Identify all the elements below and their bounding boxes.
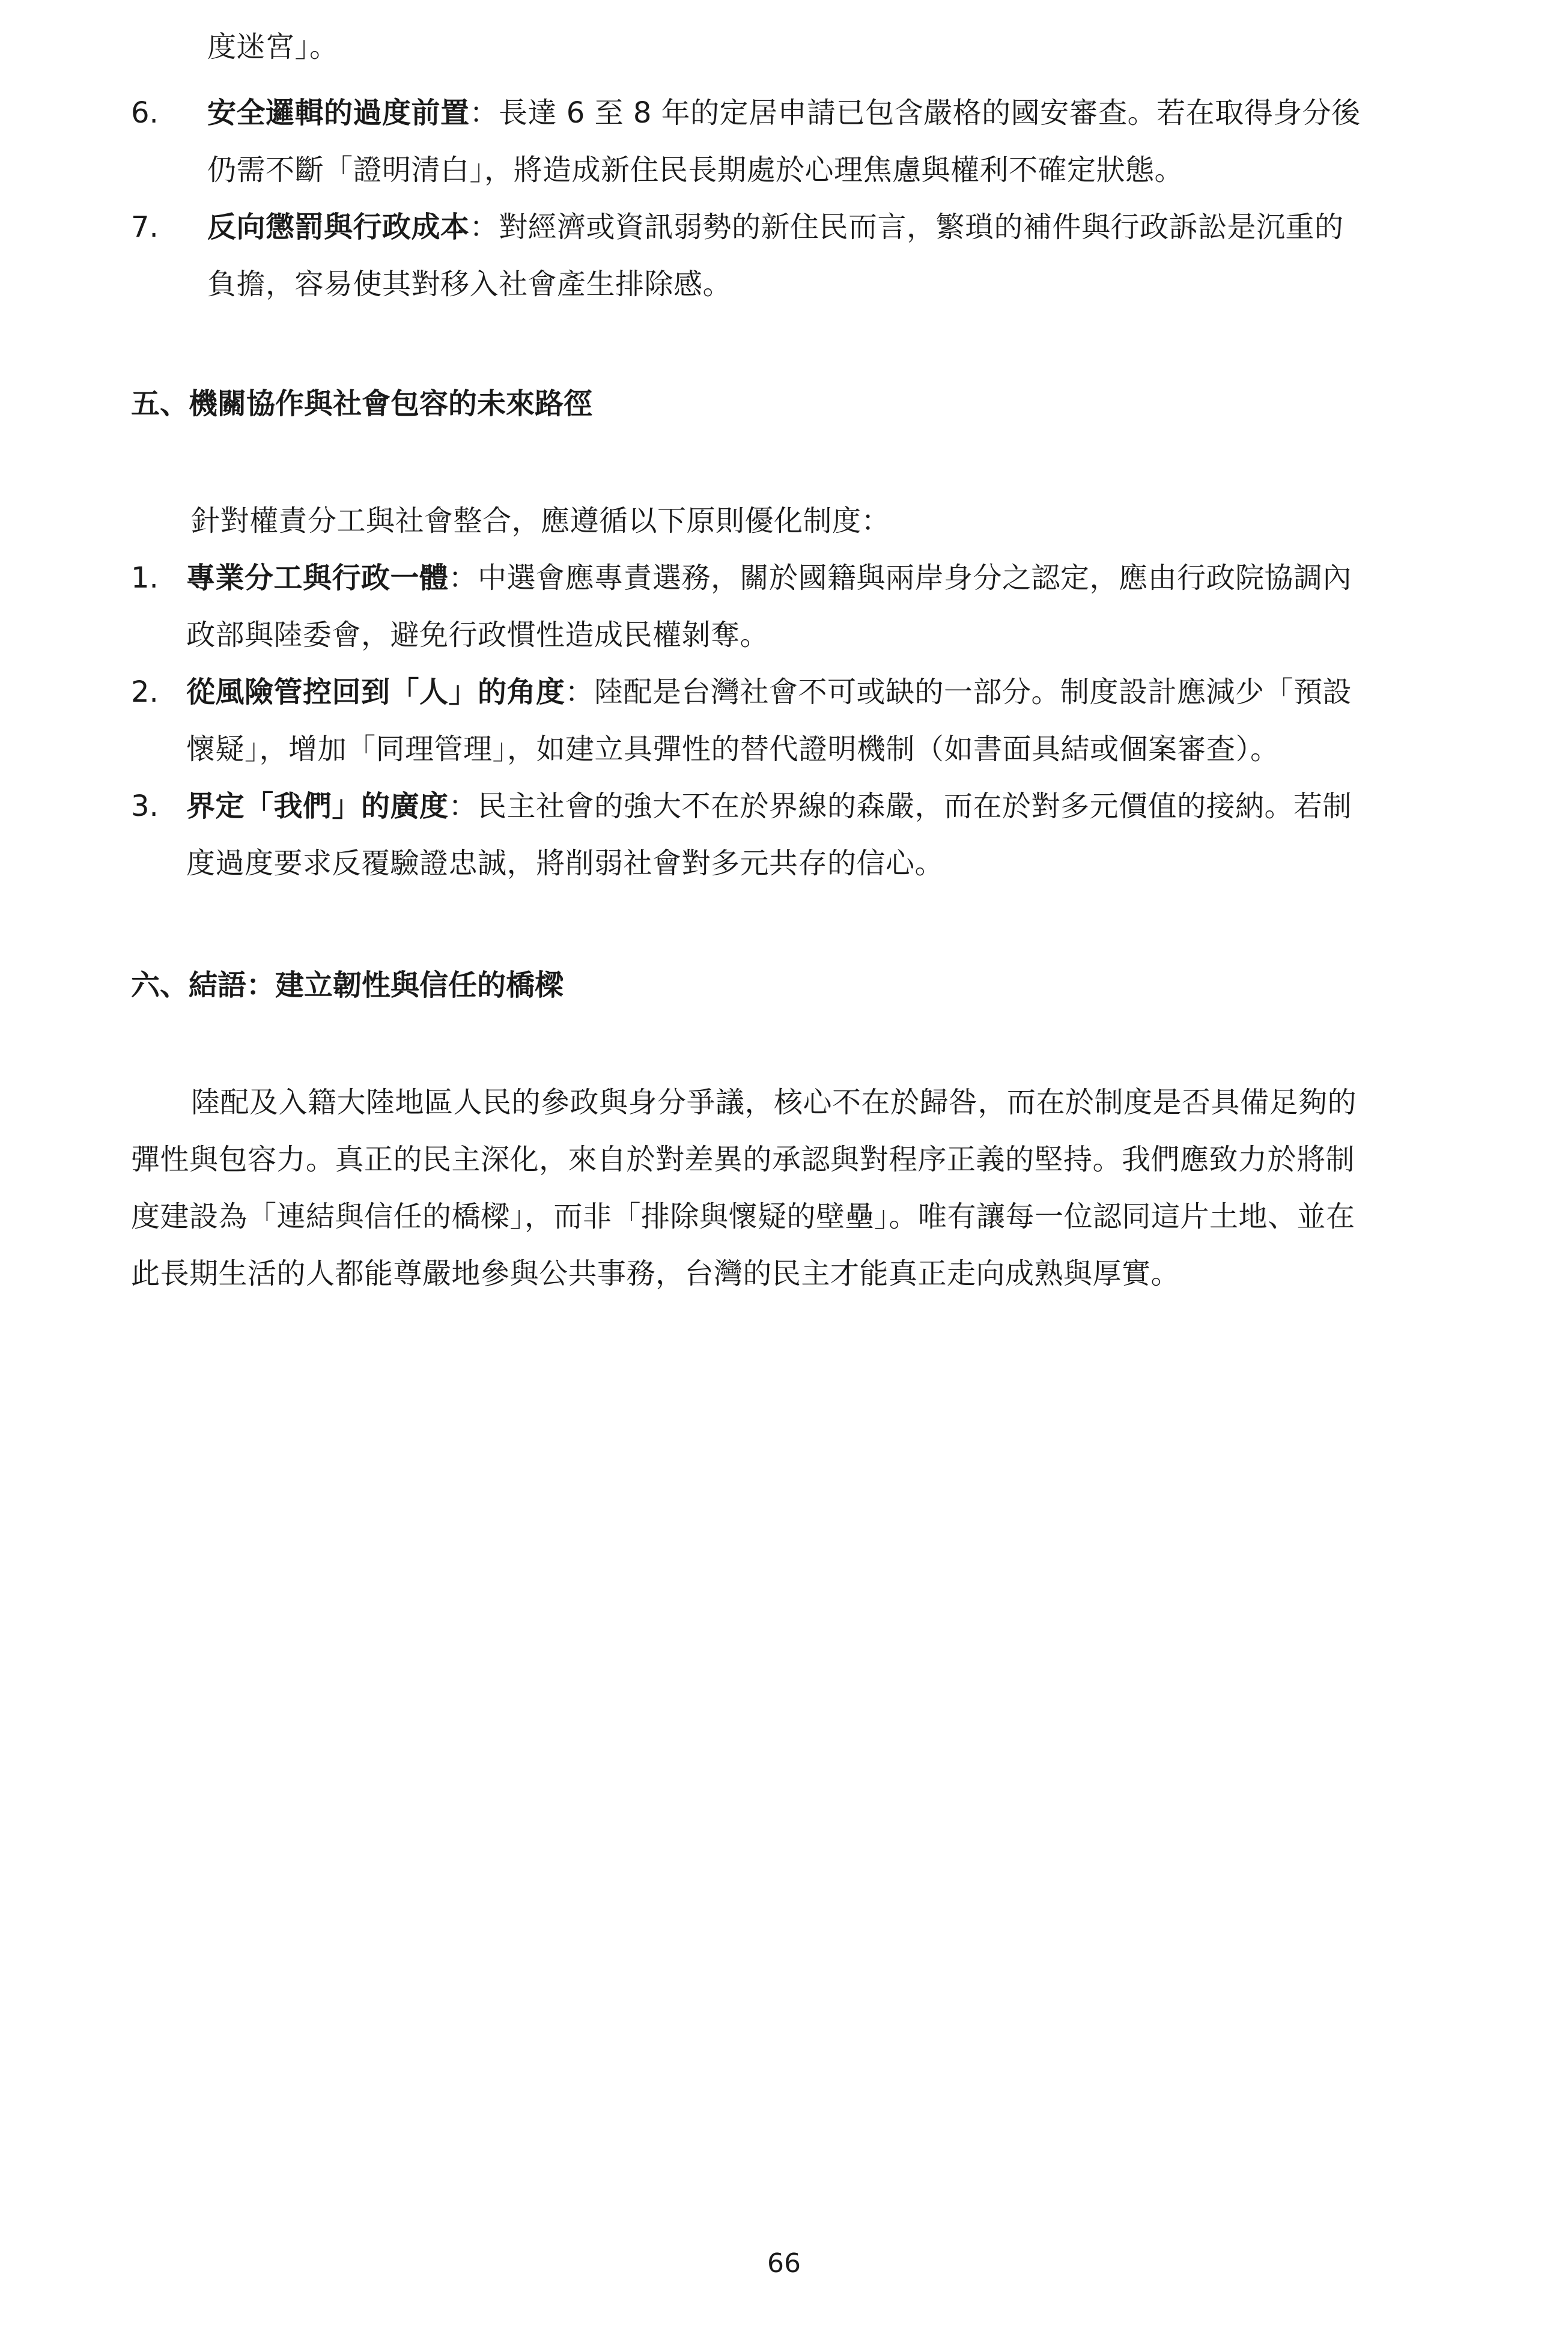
continued-text: 度迷宮」。 xyxy=(207,30,339,64)
list-item-continuation: 仍需不斷「證明清白」，將造成新住民長期處於心理焦慮與權利不確定狀態。 xyxy=(207,153,1184,187)
list-item-line xyxy=(186,788,1352,824)
paragraph-line: 陸配及入籍大陸地區人民的參政與身分爭議，核心不在於歸咎，而在於制度是否具備足夠的 xyxy=(191,1086,1357,1119)
list-item-title: 反向懲罰與行政成本 xyxy=(207,210,470,244)
paragraph-line: 此長期生活的人都能尊嚴地參與公共事務，台灣的民主才能真正走向成熟與厚實。 xyxy=(131,1257,1181,1290)
list-item-continuation: 度過度要求反覆驗證忠誠，將削弱社會對多元共存的信心。 xyxy=(186,846,944,880)
paragraph-line: 度建設為「連結與信任的橋樑」，而非「排除與懷疑的壁壘」。唯有讓每一位認同這片土地、並在 xyxy=(131,1200,1355,1233)
section-heading: 六、結語：建立韌性與信任的橋樑 xyxy=(131,968,564,1002)
paragraph-line: 彈性與包容力。真正的民主深化，來自於對差異的承認與對程序正義的堅持。我們應致力於將制 xyxy=(131,1143,1355,1176)
list-item-title: 界定「我們」的廣度 xyxy=(186,789,449,823)
list-number: 2. xyxy=(131,675,159,709)
list-item-text: ：民主社會的強大不在於界線的森嚴，而在於對多元價值的接納。若制 xyxy=(448,789,1352,823)
section-heading: 五、機關協作與社會包容的未來路徑 xyxy=(131,387,593,421)
list-item-continuation: 負擔，容易使其對移入社會產生排除感。 xyxy=(207,267,732,301)
list-number: 7. xyxy=(131,210,159,244)
section-intro: 針對權責分工與社會整合，應遵循以下原則優化制度： xyxy=(191,504,891,538)
list-item-continuation: 懷疑」，增加「同理管理」，如建立具彈性的替代證明機制（如書面具結或個案審查）。 xyxy=(186,732,1280,766)
list-item-text: ：長達 6 至 8 年的定居申請已包含嚴格的國安審查。若在取得身分後 xyxy=(469,96,1361,130)
list-item-continuation: 政部與陸委會，避免行政慣性造成民權剝奪。 xyxy=(186,618,770,652)
list-number: 3. xyxy=(131,789,159,823)
list-number: 6. xyxy=(131,96,159,130)
list-item-line xyxy=(207,209,1344,245)
list-item-line xyxy=(186,560,1352,596)
list-number: 1. xyxy=(131,561,159,595)
list-item-text: ：陸配是台灣社會不可或缺的一部分。制度設計應減少「預設 xyxy=(565,675,1352,709)
list-item-text: ：對經濟或資訊弱勢的新住民而言，繁瑣的補件與行政訴訟是沉重的 xyxy=(469,210,1344,244)
page-number: 66 xyxy=(767,2248,801,2279)
list-item-title: 專業分工與行政一體 xyxy=(186,561,449,595)
list-item-title: 安全邏輯的過度前置 xyxy=(207,96,470,130)
list-item-line xyxy=(186,674,1352,710)
list-item-text: ：中選會應專責選務，關於國籍與兩岸身分之認定，應由行政院協調內 xyxy=(448,561,1352,595)
list-item-title: 從風險管控回到「人」的角度 xyxy=(186,675,565,709)
list-item-line xyxy=(207,95,1361,131)
